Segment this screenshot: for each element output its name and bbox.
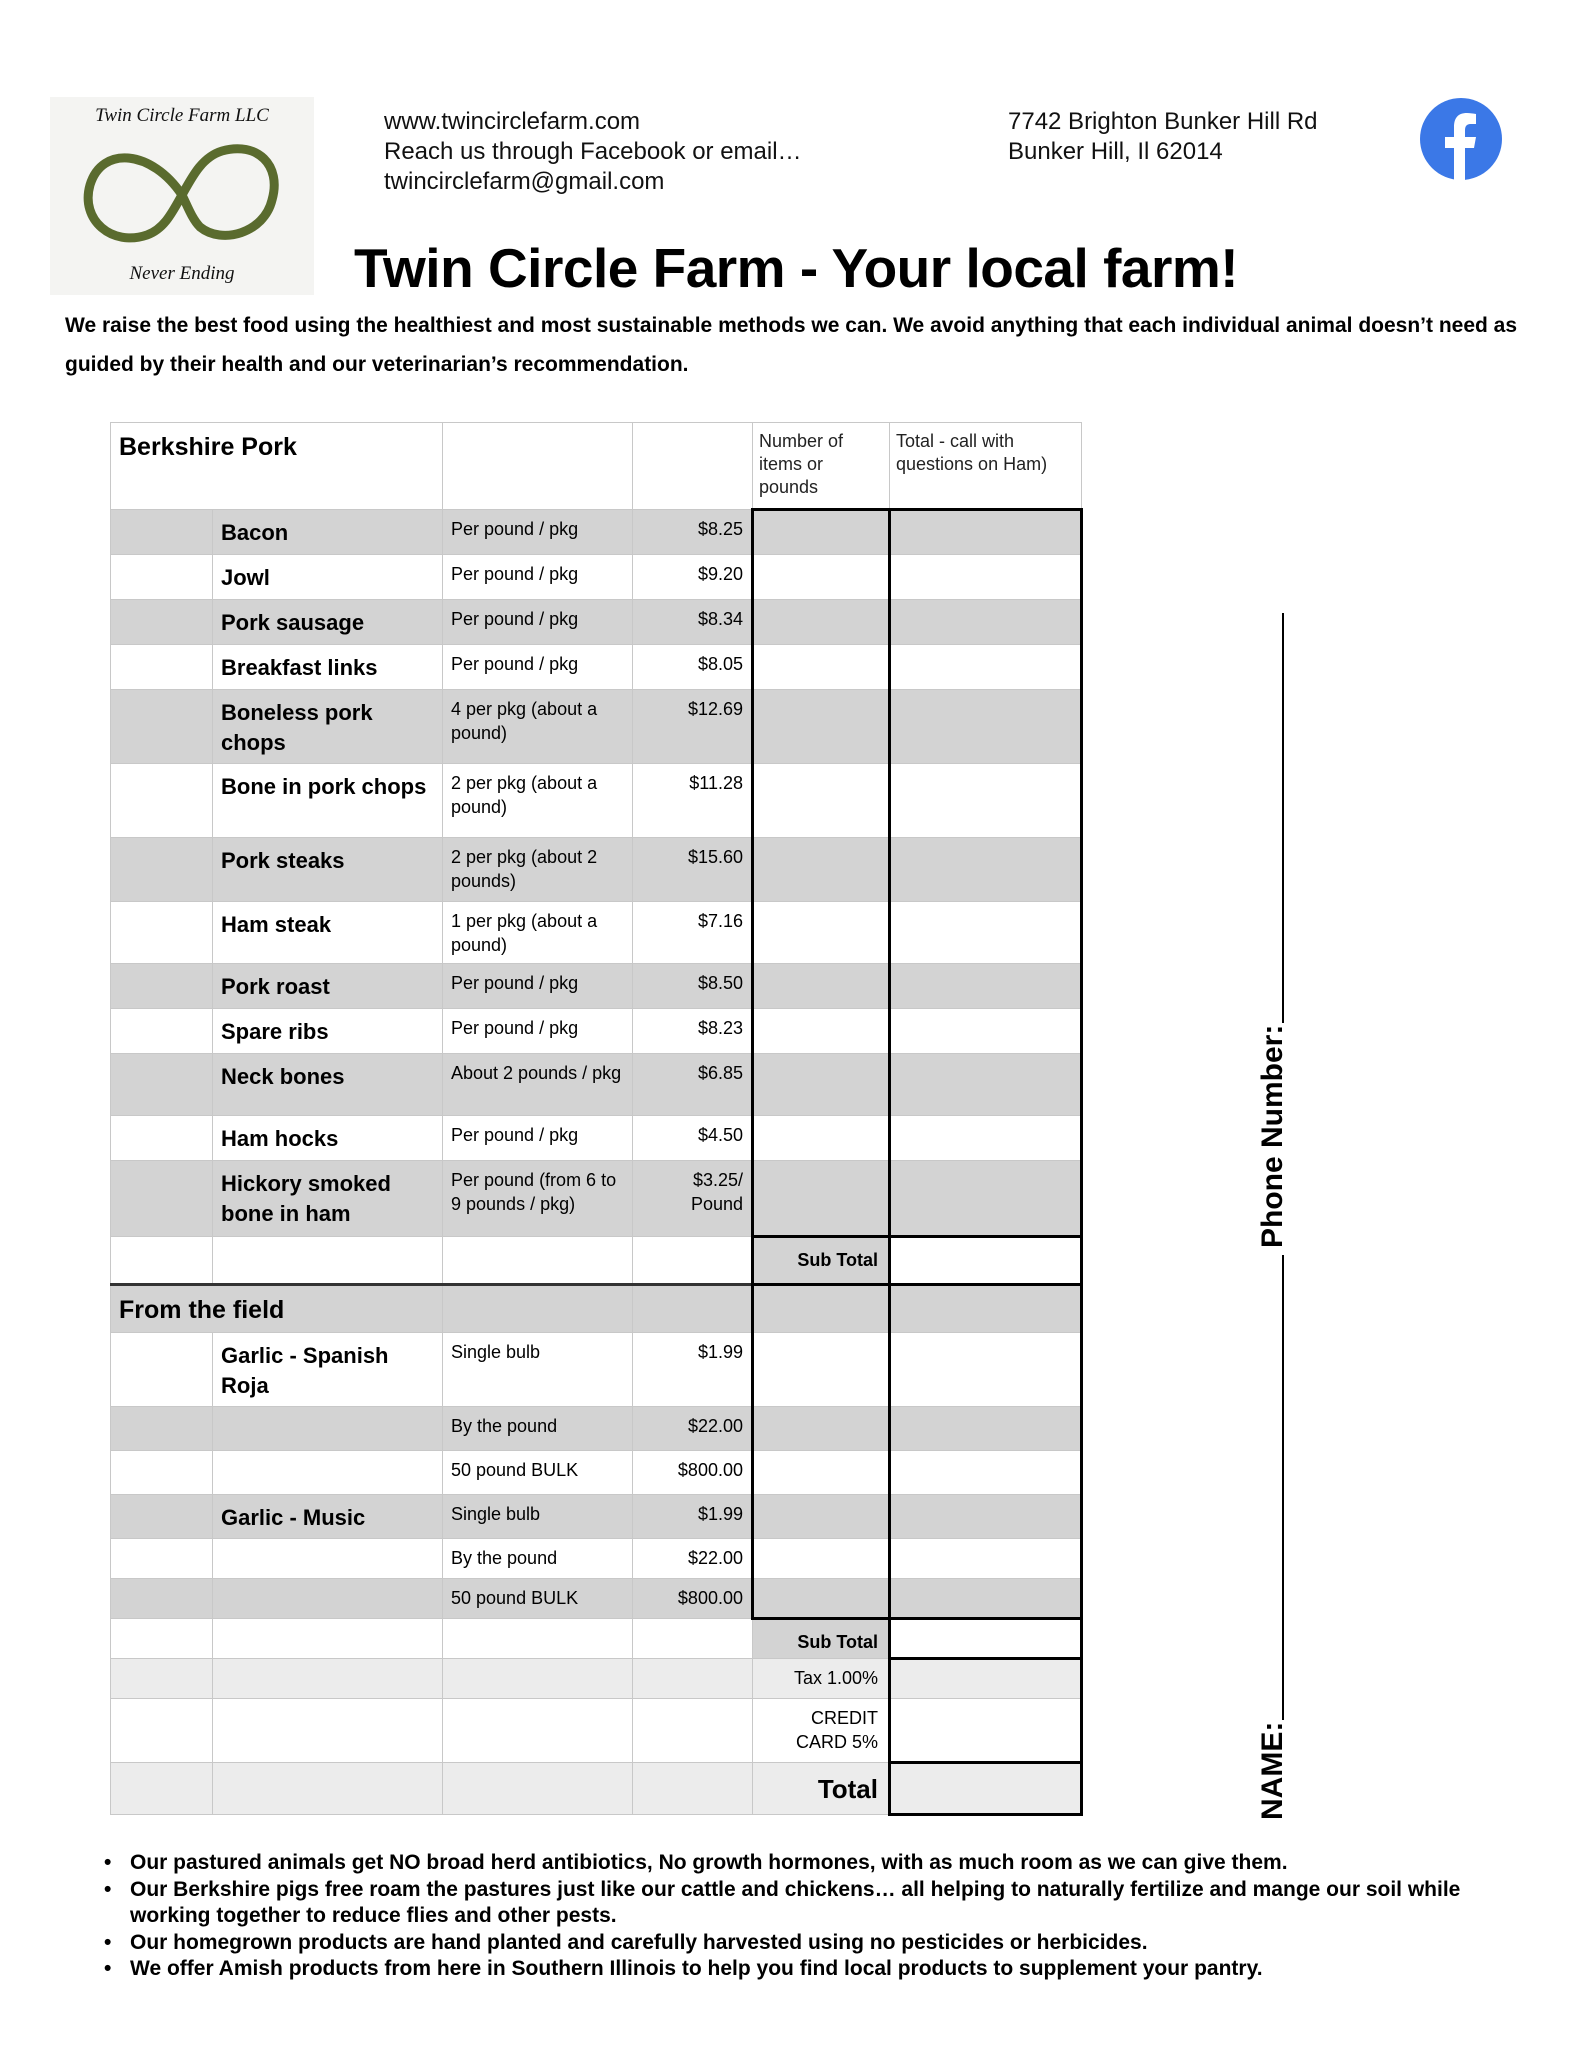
website-link[interactable]: www.twincirclefarm.com	[384, 108, 641, 135]
table-row	[111, 1333, 1082, 1407]
tax-label: Tax 1.00%	[753, 1659, 890, 1699]
quantity-input[interactable]	[753, 1451, 890, 1495]
pork-subtotal-row	[111, 1237, 1082, 1285]
table-row	[111, 1407, 1082, 1451]
item-unit: Per pound / pkg	[443, 1009, 633, 1054]
table-row	[111, 1161, 1082, 1237]
item-unit: Per pound / pkg	[443, 964, 633, 1009]
quantity-input[interactable]	[753, 1285, 890, 1333]
item-name: Pork sausage	[213, 600, 443, 645]
item-name: Jowl	[213, 555, 443, 600]
row-indent	[111, 1495, 213, 1539]
empty-cell	[633, 1659, 753, 1699]
item-name: Pork steaks	[213, 838, 443, 902]
table-header-row	[111, 423, 1082, 510]
table-row	[111, 1116, 1082, 1161]
section-title-field: From the field	[111, 1285, 443, 1333]
logo-company-name: Twin Circle Farm LLC	[95, 105, 269, 126]
row-indent	[111, 600, 213, 645]
email-link[interactable]: twincirclefarm@gmail.com	[384, 168, 665, 195]
empty-cell	[213, 1237, 443, 1285]
quantity-input[interactable]	[753, 690, 890, 764]
table-row	[111, 1451, 1082, 1495]
farm-practices-list	[104, 1850, 1484, 1983]
quantity-input[interactable]	[753, 1579, 890, 1619]
item-name: Garlic - Music	[213, 1495, 443, 1539]
row-indent	[111, 645, 213, 690]
total-input[interactable]	[890, 1407, 1082, 1451]
item-name: Bone in pork chops	[213, 764, 443, 838]
row-indent	[111, 1659, 213, 1699]
quantity-input[interactable]	[753, 902, 890, 964]
quantity-input[interactable]	[753, 510, 890, 555]
field-subtotal-value[interactable]	[890, 1619, 1082, 1659]
item-price: $8.25	[633, 510, 753, 555]
tax-row	[111, 1659, 1082, 1699]
item-unit: Single bulb	[443, 1495, 633, 1539]
field-section-row	[111, 1285, 1082, 1333]
item-name: Hickory smoked bone in ham	[213, 1161, 443, 1237]
list-item: • We offer Amish products from here in Southern Illinois to help you find local products to supplement your pantry.	[104, 1956, 1484, 1983]
item-unit: 4 per pkg (about a pound)	[443, 690, 633, 764]
row-indent	[111, 555, 213, 600]
empty-cell	[213, 1763, 443, 1815]
total-input[interactable]	[890, 600, 1082, 645]
quantity-input[interactable]	[753, 1161, 890, 1237]
empty-cell	[443, 1237, 633, 1285]
item-price: $800.00	[633, 1451, 753, 1495]
item-price: $8.50	[633, 964, 753, 1009]
grand-total-label: Total	[753, 1763, 890, 1815]
total-input[interactable]	[890, 645, 1082, 690]
address-line-1: 7742 Brighton Bunker Hill Rd	[1008, 108, 1318, 135]
name-label: NAME:	[1256, 1721, 1289, 1820]
facebook-icon[interactable]	[1420, 98, 1502, 180]
table-row	[111, 1009, 1082, 1054]
item-name: Spare ribs	[213, 1009, 443, 1054]
item-unit: 1 per pkg (about a pound)	[443, 902, 633, 964]
item-unit: Per pound / pkg	[443, 1116, 633, 1161]
item-unit: Per pound / pkg	[443, 555, 633, 600]
total-input[interactable]	[890, 510, 1082, 555]
quantity-input[interactable]	[753, 764, 890, 838]
item-price: $7.16	[633, 902, 753, 964]
item-unit: 50 pound BULK	[443, 1451, 633, 1495]
quantity-input[interactable]	[753, 1539, 890, 1579]
total-input[interactable]	[890, 1285, 1082, 1333]
total-input[interactable]	[890, 902, 1082, 964]
row-indent	[111, 1161, 213, 1237]
empty-cell	[633, 1237, 753, 1285]
total-input[interactable]	[890, 1333, 1082, 1407]
item-unit: Per pound / pkg	[443, 510, 633, 555]
item-name: Neck bones	[213, 1054, 443, 1116]
contact-info	[384, 107, 802, 197]
item-name: Bacon	[213, 510, 443, 555]
table-row	[111, 555, 1082, 600]
table-row	[111, 838, 1082, 902]
table-row	[111, 1495, 1082, 1539]
row-indent	[111, 1333, 213, 1407]
phone-number-label: Phone Number:	[1256, 1024, 1289, 1248]
list-item: • Our homegrown products are hand planted and carefully harvested using no pesticides or herbicides.	[104, 1930, 1484, 1957]
total-input[interactable]	[890, 1009, 1082, 1054]
item-price: $15.60	[633, 838, 753, 902]
item-name: Pork roast	[213, 964, 443, 1009]
table-row	[111, 902, 1082, 964]
table-row	[111, 510, 1082, 555]
row-indent	[111, 764, 213, 838]
item-name	[213, 1539, 443, 1579]
list-item: • Our pastured animals get NO broad herd antibiotics, No growth hormones, with as much room as we can give them.	[104, 1850, 1484, 1877]
section-title-pork: Berkshire Pork	[111, 423, 443, 510]
page-title: Twin Circle Farm - Your local farm!	[354, 237, 1239, 299]
empty-cell	[443, 1619, 633, 1659]
quantity-input[interactable]	[753, 555, 890, 600]
table-row	[111, 690, 1082, 764]
quantity-column-header: Number of items or pounds	[753, 423, 890, 510]
row-indent	[111, 1579, 213, 1619]
phone-number-input-line[interactable]	[1282, 613, 1284, 1023]
total-input[interactable]	[890, 1539, 1082, 1579]
quantity-input[interactable]	[753, 1116, 890, 1161]
item-unit: Per pound / pkg	[443, 600, 633, 645]
item-unit: 2 per pkg (about a pound)	[443, 764, 633, 838]
item-unit: By the pound	[443, 1407, 633, 1451]
row-indent	[111, 510, 213, 555]
table-row	[111, 645, 1082, 690]
row-indent	[111, 902, 213, 964]
tax-value[interactable]	[890, 1659, 1082, 1699]
logo-tagline: Never Ending	[129, 263, 235, 284]
name-input-line[interactable]	[1282, 1255, 1284, 1720]
item-price: $8.05	[633, 645, 753, 690]
row-indent	[111, 1763, 213, 1815]
item-unit: Single bulb	[443, 1333, 633, 1407]
total-input[interactable]	[890, 690, 1082, 764]
table-row	[111, 600, 1082, 645]
total-input[interactable]	[890, 964, 1082, 1009]
empty-cell	[443, 1763, 633, 1815]
item-price: $8.23	[633, 1009, 753, 1054]
list-item: • Our Berkshire pigs free roam the pastures just like our cattle and chickens… all helping to naturally fertilize and mange our soil while working together to reduce flies and other pests.	[104, 1877, 1484, 1930]
item-name: Boneless pork chops	[213, 690, 443, 764]
item-price: $12.69	[633, 690, 753, 764]
table-row	[111, 1054, 1082, 1116]
total-input[interactable]	[890, 1161, 1082, 1237]
total-input[interactable]	[890, 555, 1082, 600]
row-indent	[111, 964, 213, 1009]
row-indent	[111, 1009, 213, 1054]
item-price: $22.00	[633, 1539, 753, 1579]
name-field[interactable]	[1256, 1255, 1290, 1820]
item-name: Ham steak	[213, 902, 443, 964]
item-price: $11.28	[633, 764, 753, 838]
empty-cell	[443, 1699, 633, 1763]
grand-total-value[interactable]	[890, 1763, 1082, 1815]
item-price: $4.50	[633, 1116, 753, 1161]
total-input[interactable]	[890, 1579, 1082, 1619]
item-name	[213, 1407, 443, 1451]
total-input[interactable]	[890, 1054, 1082, 1116]
item-price: $9.20	[633, 555, 753, 600]
field-subtotal-label: Sub Total	[753, 1619, 890, 1659]
pork-subtotal-value[interactable]	[890, 1237, 1082, 1285]
farm-logo	[50, 97, 314, 295]
row-indent	[111, 1451, 213, 1495]
quantity-input[interactable]	[753, 645, 890, 690]
order-form-table	[110, 422, 1083, 1816]
table-row	[111, 764, 1082, 838]
table-row	[111, 1579, 1082, 1619]
credit-card-fee-label: CREDIT CARD 5%	[753, 1699, 890, 1763]
item-name	[213, 1451, 443, 1495]
credit-card-fee-value[interactable]	[890, 1699, 1082, 1763]
item-price: $8.34	[633, 600, 753, 645]
empty-cell	[213, 1699, 443, 1763]
field-subtotal-row	[111, 1619, 1082, 1659]
quantity-input[interactable]	[753, 838, 890, 902]
row-indent	[111, 1539, 213, 1579]
row-indent	[111, 1407, 213, 1451]
total-input[interactable]	[890, 1116, 1082, 1161]
empty-cell	[633, 1699, 753, 1763]
farm-address	[1008, 107, 1318, 167]
table-row	[111, 964, 1082, 1009]
quantity-input[interactable]	[753, 1407, 890, 1451]
row-indent	[111, 838, 213, 902]
address-line-2: Bunker Hill, Il 62014	[1008, 138, 1223, 165]
quantity-input[interactable]	[753, 1333, 890, 1407]
row-indent	[111, 1116, 213, 1161]
item-unit: By the pound	[443, 1539, 633, 1579]
empty-cell	[633, 1763, 753, 1815]
item-name: Ham hocks	[213, 1116, 443, 1161]
infinity-icon	[72, 135, 292, 255]
quantity-input[interactable]	[753, 1054, 890, 1116]
pork-subtotal-label: Sub Total	[753, 1237, 890, 1285]
item-unit: 2 per pkg (about 2 pounds)	[443, 838, 633, 902]
quantity-input[interactable]	[753, 1009, 890, 1054]
empty-cell	[443, 1659, 633, 1699]
item-price: $1.99	[633, 1495, 753, 1539]
contact-note: Reach us through Facebook or email…	[384, 138, 802, 165]
empty-cell	[633, 1285, 753, 1333]
total-input[interactable]	[890, 1495, 1082, 1539]
grand-total-row	[111, 1763, 1082, 1815]
row-indent	[111, 1699, 213, 1763]
row-indent	[111, 1054, 213, 1116]
intro-text: We raise the best food using the healthiest and most sustainable methods we can. We avoid anything that each individual animal doesn’t need as guided by their health and our veterinarian’s recommendation.	[65, 314, 1518, 376]
item-price: $3.25/ Pound	[633, 1161, 753, 1237]
item-price: $6.85	[633, 1054, 753, 1116]
phone-number-field[interactable]	[1256, 613, 1290, 1248]
quantity-input[interactable]	[753, 600, 890, 645]
item-price: $1.99	[633, 1333, 753, 1407]
credit-card-fee-row	[111, 1699, 1082, 1763]
empty-cell	[443, 1285, 633, 1333]
item-name	[213, 1579, 443, 1619]
empty-cell	[213, 1659, 443, 1699]
total-input[interactable]	[890, 1451, 1082, 1495]
row-indent	[111, 1237, 213, 1285]
item-unit: About 2 pounds / pkg	[443, 1054, 633, 1116]
table-row	[111, 1539, 1082, 1579]
item-unit: 50 pound BULK	[443, 1579, 633, 1619]
item-unit: Per pound / pkg	[443, 645, 633, 690]
row-indent	[111, 1619, 213, 1659]
item-unit: Per pound (from 6 to 9 pounds / pkg)	[443, 1161, 633, 1237]
empty-cell	[213, 1619, 443, 1659]
total-column-header: Total - call with questions on Ham)	[890, 423, 1082, 510]
item-price: $22.00	[633, 1407, 753, 1451]
row-indent	[111, 690, 213, 764]
empty-cell	[633, 1619, 753, 1659]
item-name: Breakfast links	[213, 645, 443, 690]
quantity-input[interactable]	[753, 964, 890, 1009]
total-input[interactable]	[890, 838, 1082, 902]
item-name: Garlic - Spanish Roja	[213, 1333, 443, 1407]
item-price: $800.00	[633, 1579, 753, 1619]
quantity-input[interactable]	[753, 1495, 890, 1539]
total-input[interactable]	[890, 764, 1082, 838]
